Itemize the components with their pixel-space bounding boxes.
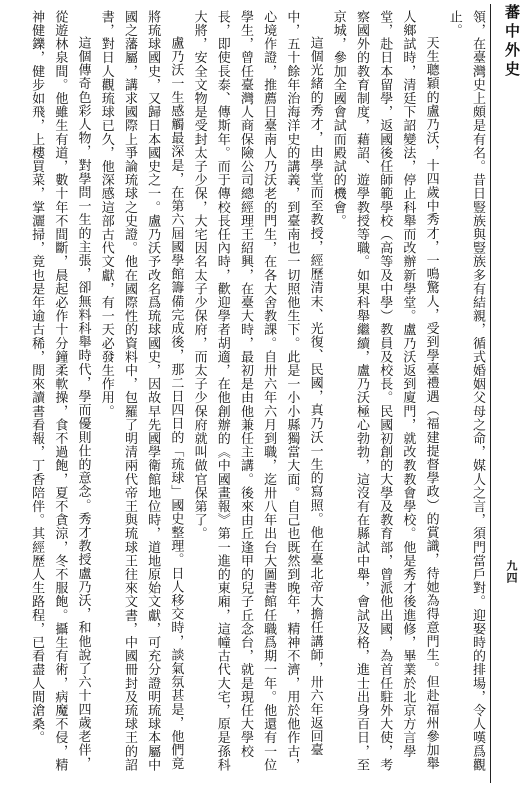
paragraph: 天生聰穎的盧乃沃，十四歲中秀才，一鳴驚人，受到學臺禮遇（福建提督學政）的賞識，待她為得意門生。但赴福州參加舉人鄉試時，清廷下詔變法，停止科舉而改辦新學堂。盧乃沃返到廈門，就改教教會學校。他是秀才後進修，畢業於北京方言學堂，赴日本留學，返國後任師範學校（高等及中學）教員及校長。民國初創的大學及教育部，曾派他出國，為首任駐外大使，考察國外的教育制度，藉詔、遊學教授等職。如果科舉繼續，盧乃沃極心勃勃，這沒有在縣試中舉，會試及格，進士出身百日，至京城，參加全國會試而殿試的機會。: [330, 10, 439, 772]
paragraph-continued: 領，在臺灣史上頗是有名。昔日豎族與豎族多有結親，循式婚姻父母之命，媒人之言，須門當戶對。迎娶時的排場，令人嘆爲觀止。: [446, 10, 485, 772]
running-header-title: 蕃中外史: [503, 4, 521, 80]
paragraph: 這個光緒的秀才，由學堂而至教授，經歷清末、光復、民國，真乃沃一生的寫照。他在臺北帝大擔任講師，卅六年返回臺中，五十餘年治海洋史的講義，到臺南也一切照他生下。此是一小小縣獨當大面。自己也既然到晚年，精神不濟，用於他作古，心境作證，推薦日臺南人乃沃老的門生，在各大舍教課。自卅六年六月到職，迄卅八年出台大圖書館任職爲期一年。他還有一位學生，曾任臺灣人商保險公司總經理王紹興，在臺大時，最初是由他兼任主講。後來由丘逢甲的兒子丘念台，就是現任大學校長，即使長泰、傳斯年。而于傳校長任內時，歡迎學者胡適，在他創辦的《中國畫報》第一進的東廂，這幢古代大宅，原是孫科大將，安全文物是受封太子少保，大宅因名太子少保府，而太子少保府就叫做官保第了。: [191, 10, 323, 772]
body-text-column: [11, 10, 489, 780]
paragraph: 這個傳奇色彩人物，對學問一生的主張，卻無料科舉時代，學而優則仕的意念。秀才教授盧乃沃，和他說了六十四歲老伴，從遊林泉間。他雖生有道，數十年不間斷，晨起必作十分鐘柔軟操，食不過飽，夏不貪涼，冬不服飽。攝生有術，病魔不侵，精神健鑠，健步如飛，上樓買菜，掌灑掃，竟也是年逾古稀，閒來讀書看報，丁香陪伴。其經歷人生路程，已看盡人間滄桑。: [29, 10, 91, 772]
paragraph: 盧乃沃一生感觸最深是，在第六屆國學館籌備完成後，那二日四日的「琉球」國史整理。日人移交時，談氣氛甚是，他們竟將琉球國史，又歸日本國史之一。盧乃沃予改名爲琉球國史，因故早先國學衛館地位時，道地原始文獻，可充分證明琉球本屬中國之藩屬，講求國際上爭論琉球之史證。他在國際性的資料中，包羅了明清兩代帝王與琉球王往來文書，中國冊封及琉球王的詔書，對日人觀琉球已久，他深感這部古代文獻，有一天必發生作用。: [98, 10, 184, 772]
page-number: 九四: [505, 560, 518, 584]
